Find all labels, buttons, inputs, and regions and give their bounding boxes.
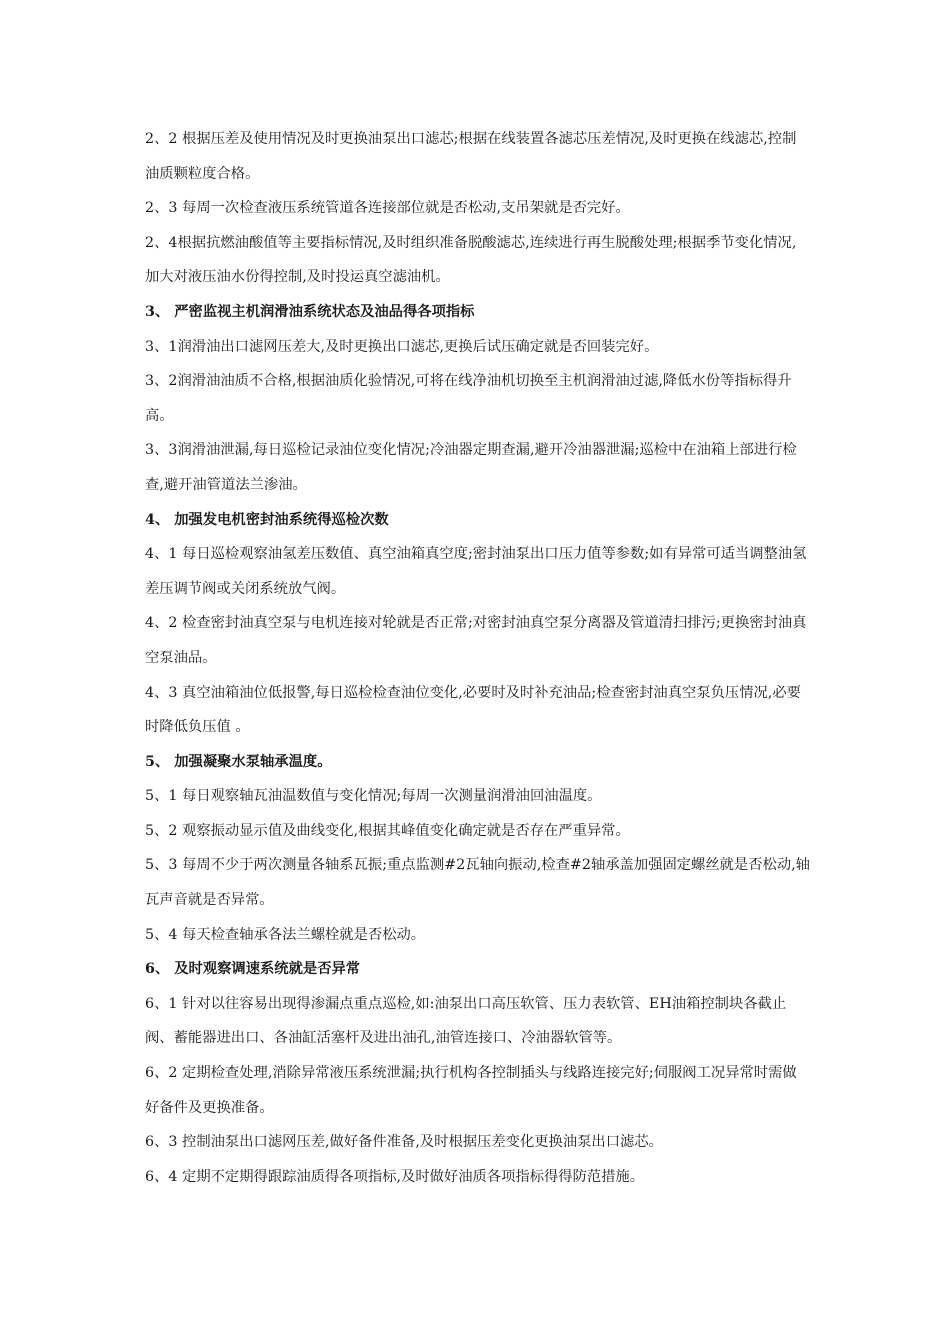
paragraph-3-1: 3、1润滑油出口滤网压差大,及时更换出口滤芯,更换后试压确定就是否回装完好。 [145,338,659,355]
heading-section-5: 5、 加强凝聚水泵轴承温度。 [145,753,332,770]
paragraph-6-1: 6、1 针对以往容易出现得渗漏点重点巡检,如:油泵出口高压软管、压力表软管、EH油箱控制块各截止阀、蓄能器进出口、各油缸活塞杆及进出油孔,油管连接口、冷油器软管等。 [145,995,787,1047]
paragraph-3-2: 3、2润滑油油质不合格,根据油质化验情况,可将在线净油机切换至主机润滑油过滤,降低水份等指标得升高。 [145,373,792,424]
paragraph-2-2: 2、2 根据压差及使用情况及时更换油泵出口滤芯;根据在线装置各滤芯压差情况,及时更换在线滤芯,控制油质颗粒度合格。 [145,131,797,182]
paragraph-2-4: 2、4根据抗燃油酸值等主要指标情况,及时组织准备脱酸滤芯,连续进行再生脱酸处理;根据季节变化情况,加大对液压油水份得控制,及时投运真空滤油机。 [145,234,797,286]
paragraph-5-1: 5、1 每日观察轴瓦油温数值与变化情况;每周一次测量润滑油回油温度。 [145,788,602,805]
paragraph-4-3: 4、3 真空油箱油位低报警,每日巡检检查油位变化,必要时及时补充油品;检查密封油真空泵负压情况,必要时降低负压值 。 [145,684,801,736]
paragraph-6-2: 6、2 定期检查处理,消除异常液压系统泄漏;执行机构各控制插头与线路连接完好;伺服阀工况异常时需做好备件及更换准备。 [145,1065,797,1116]
paragraph-5-4: 5、4 每天检查轴承各法兰螺栓就是否松动。 [145,926,426,943]
paragraph-6-3: 6、3 控制油泵出口滤网压差,做好备件准备,及时根据压差变化更换油泵出口滤芯。 [145,1134,663,1151]
paragraph-4-2: 4、2 检查密封油真空泵与电机连接对轮就是否正常;对密封油真空泵分离器及管道清扫排污;更换密封油真空泵油品。 [145,615,807,666]
paragraph-5-3: 5、3 每周不少于两次测量各轴系瓦振;重点监测#2瓦轴向振动,检查#2轴承盖加强固定螺丝就是否松动,轴瓦声音就是否异常。 [145,857,810,909]
heading-section-3: 3、 严密监视主机润滑油系统状态及油品得各项指标 [145,303,475,320]
paragraph-4-1: 4、1 每日巡检观察油氢差压数值、真空油箱真空度;密封油泵出口压力值等参数;如有异常可适当调整油氢差压调节阀或关闭系统放气阀。 [145,546,807,597]
document-body [145,122,810,1194]
paragraph-6-4: 6、4 定期不定期得跟踪油质得各项指标,及时做好油质各项指标得得防范措施。 [145,1168,645,1185]
paragraph-5-2: 5、2 观察振动显示值及曲线变化,根据其峰值变化确定就是否存在严重异常。 [145,822,630,839]
heading-section-4: 4、 加强发电机密封油系统得巡检次数 [145,511,389,528]
heading-section-6: 6、 及时观察调速系统就是否异常 [145,961,361,978]
paragraph-2-3: 2、3 每周一次检查液压系统管道各连接部位就是否松动,支吊架就是否完好。 [145,200,630,217]
paragraph-3-3: 3、3润滑油泄漏,每日巡检记录油位变化情况;冷油器定期查漏,避开冷油器泄漏;巡检中在油箱上部进行检查,避开油管道法兰渗油。 [145,442,797,493]
